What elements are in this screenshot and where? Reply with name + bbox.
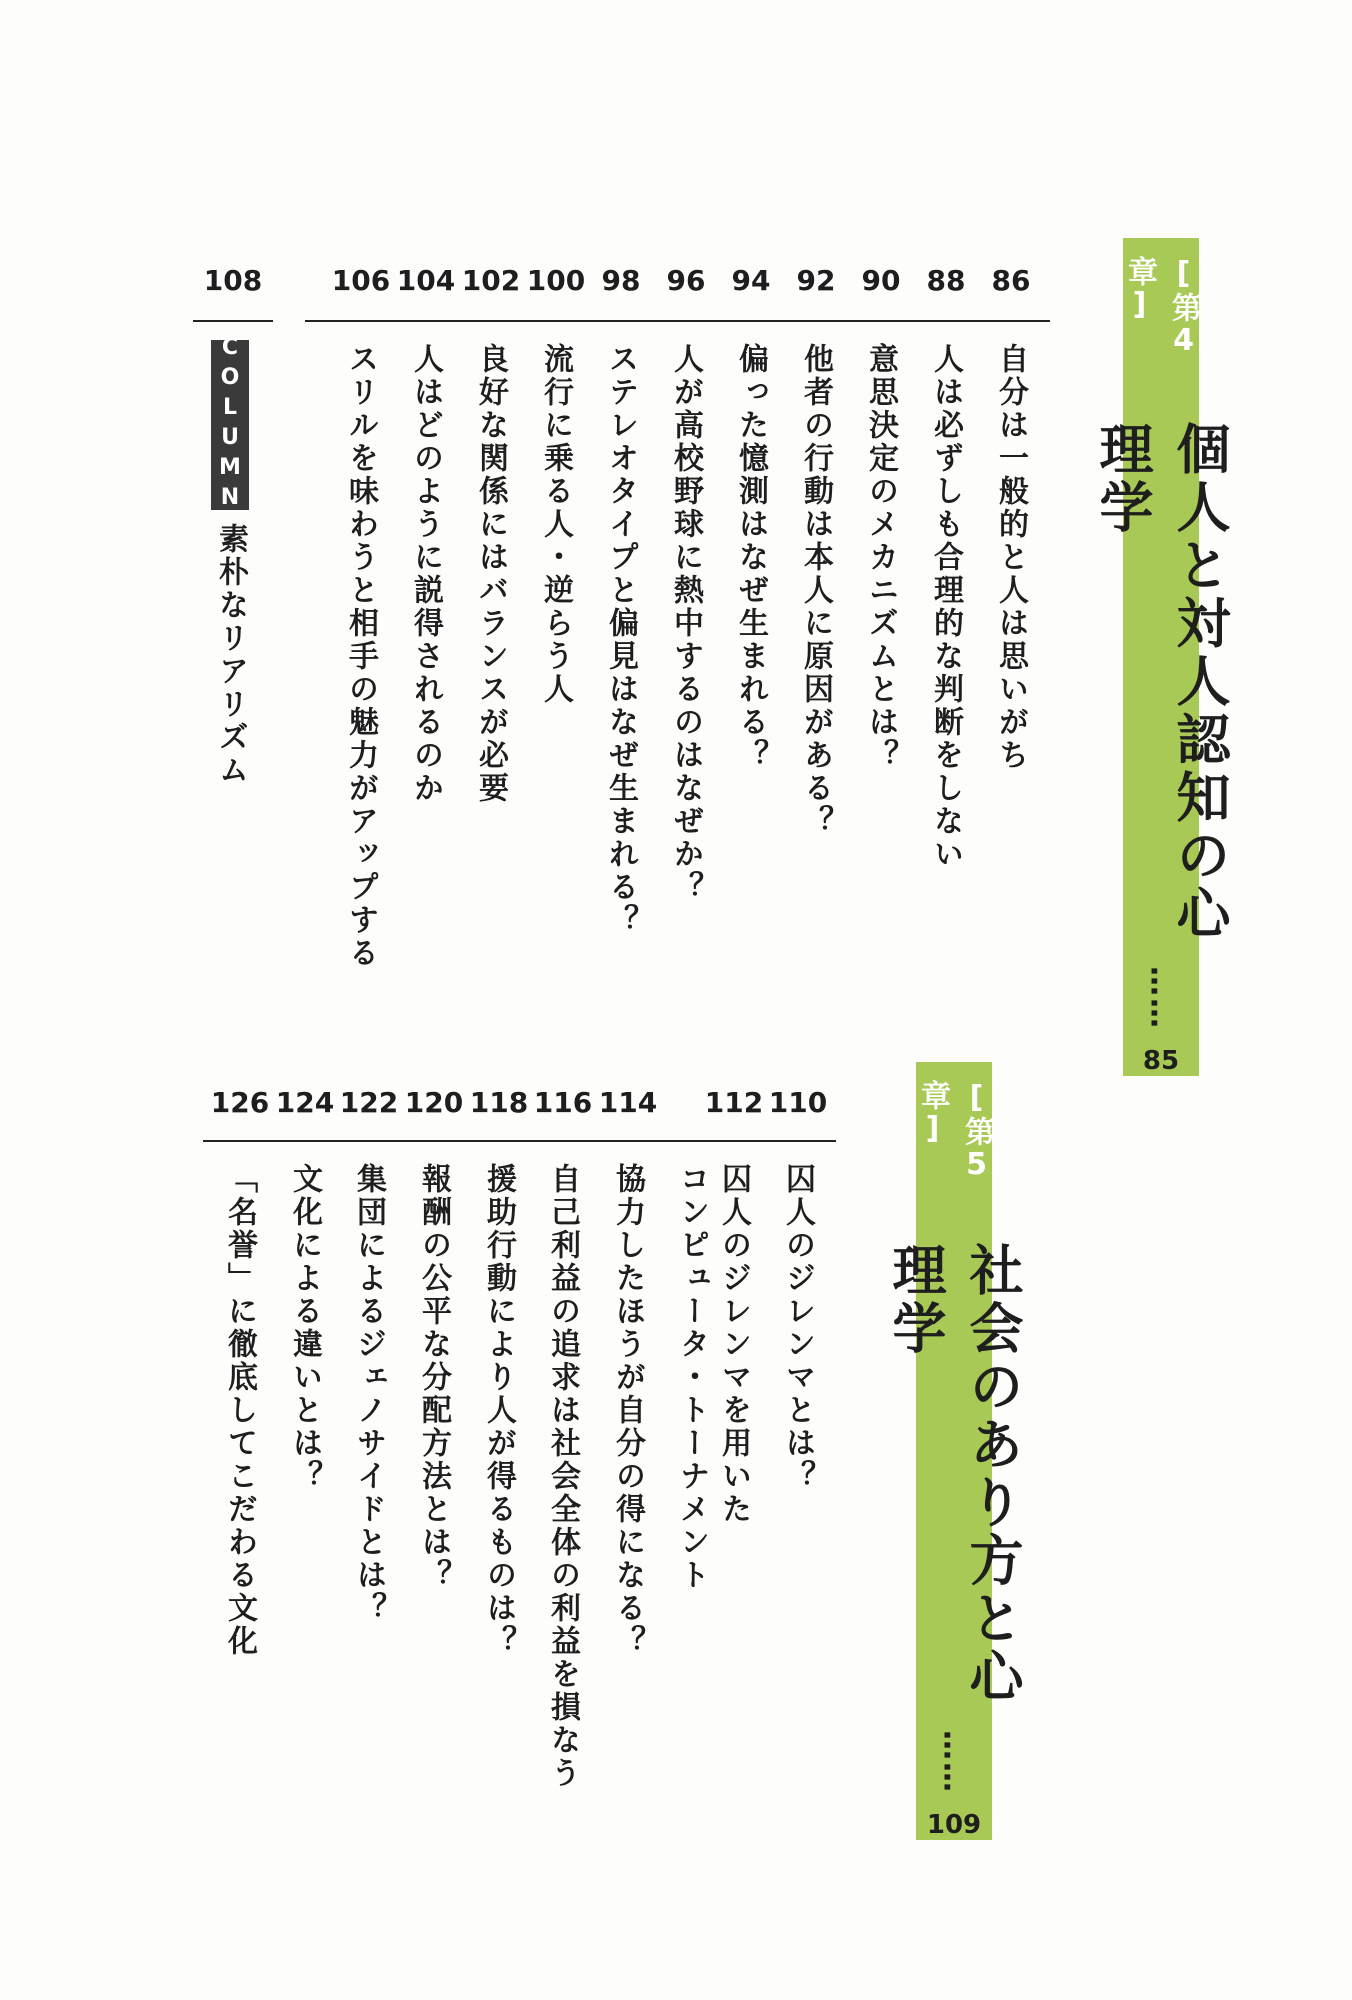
- entry-title: スリルを味わうと相手の魅力がアップする: [343, 343, 378, 970]
- entry-title: 自己利益の追求は社会全体の利益を損なう: [545, 1163, 580, 1790]
- entry-title: 文化による違いとは？: [287, 1163, 322, 1493]
- entry-title: 意思決定のメカニズムとは？: [863, 343, 898, 772]
- column-badge: COLUMN: [211, 340, 249, 510]
- entry-title: 自分は一般的と人は思いがち: [993, 343, 1028, 772]
- entry-page-number: 106: [331, 264, 391, 297]
- entry-page-number: 88: [926, 264, 966, 297]
- entry-page-number: 92: [796, 264, 836, 297]
- entry-title-continued: コンピュータ・トーナメント: [674, 1163, 709, 1592]
- chapter5-dots: ……: [936, 1730, 972, 1794]
- entry-page-number: 96: [666, 264, 706, 297]
- entry-title: 協力したほうが自分の得になる？: [610, 1163, 645, 1658]
- entry-page-number: 118: [469, 1086, 529, 1119]
- chapter4-banner: [1091, 238, 1231, 1076]
- chapter4-dots: ……: [1143, 966, 1179, 1030]
- entry-page-number: 98: [601, 264, 641, 297]
- entry-page-number: 102: [461, 264, 521, 297]
- chapter5-title: 社会のあり方と心理学: [884, 1241, 1024, 1706]
- column-page-number: 108: [203, 264, 263, 297]
- entry-title: 偏った憶測はなぜ生まれる？: [733, 343, 768, 772]
- entry-page-number: 86: [991, 264, 1031, 297]
- entry-page-number: 114: [598, 1086, 658, 1119]
- entry-title: ステレオタイプと偏見はなぜ生まれる？: [603, 343, 638, 937]
- chapter5-label: [第5章]: [915, 1080, 994, 1183]
- chapter4-page: 85: [1142, 1046, 1180, 1076]
- entry-page-number: 124: [275, 1086, 335, 1119]
- entry-page-number: 94: [731, 264, 771, 297]
- entry-title: 援助行動により人が得るものは？: [481, 1163, 516, 1658]
- entry-title: 人が高校野球に熱中するのはなぜか？: [668, 343, 703, 904]
- chapter5-rule: [203, 1140, 836, 1142]
- entry-page-number: 122: [339, 1086, 399, 1119]
- entry-page-number: 120: [404, 1086, 464, 1119]
- entry-title: 他者の行動は本人に原因がある？: [798, 343, 833, 838]
- entry-page-number: 100: [526, 264, 586, 297]
- column-rule: [193, 320, 273, 322]
- entry-title: 「名誉」に徹底してこだわる文化: [222, 1163, 257, 1658]
- entry-page-number: 110: [768, 1086, 828, 1119]
- chapter5-banner: [884, 1062, 1024, 1840]
- column-title: 素朴なリアリズム: [213, 523, 248, 787]
- entry-page-number: 116: [533, 1086, 593, 1119]
- entry-title: 人は必ずしも合理的な判断をしない: [928, 343, 963, 871]
- chapter4-title: 個人と対人認知の心理学: [1091, 420, 1231, 943]
- chapter4-rule: [305, 320, 1050, 322]
- entry-title: 囚人のジレンマとは？: [780, 1163, 815, 1493]
- entry-title: 集団によるジェノサイドとは？: [351, 1163, 386, 1625]
- entry-title: 囚人のジレンマを用いた: [716, 1163, 751, 1526]
- entry-page-number: 112: [704, 1086, 764, 1119]
- chapter4-label: [第4章]: [1122, 256, 1201, 359]
- chapter5-page: 109: [926, 1810, 982, 1840]
- entry-title: 良好な関係にはバランスが必要: [473, 343, 508, 805]
- entry-page-number: 104: [396, 264, 456, 297]
- entry-title: 流行に乗る人・逆らう人: [538, 343, 573, 706]
- entry-title: 人はどのように説得されるのか: [408, 343, 443, 805]
- entry-page-number: 126: [210, 1086, 270, 1119]
- entry-page-number: 90: [861, 264, 901, 297]
- entry-title: 報酬の公平な分配方法とは？: [416, 1163, 451, 1592]
